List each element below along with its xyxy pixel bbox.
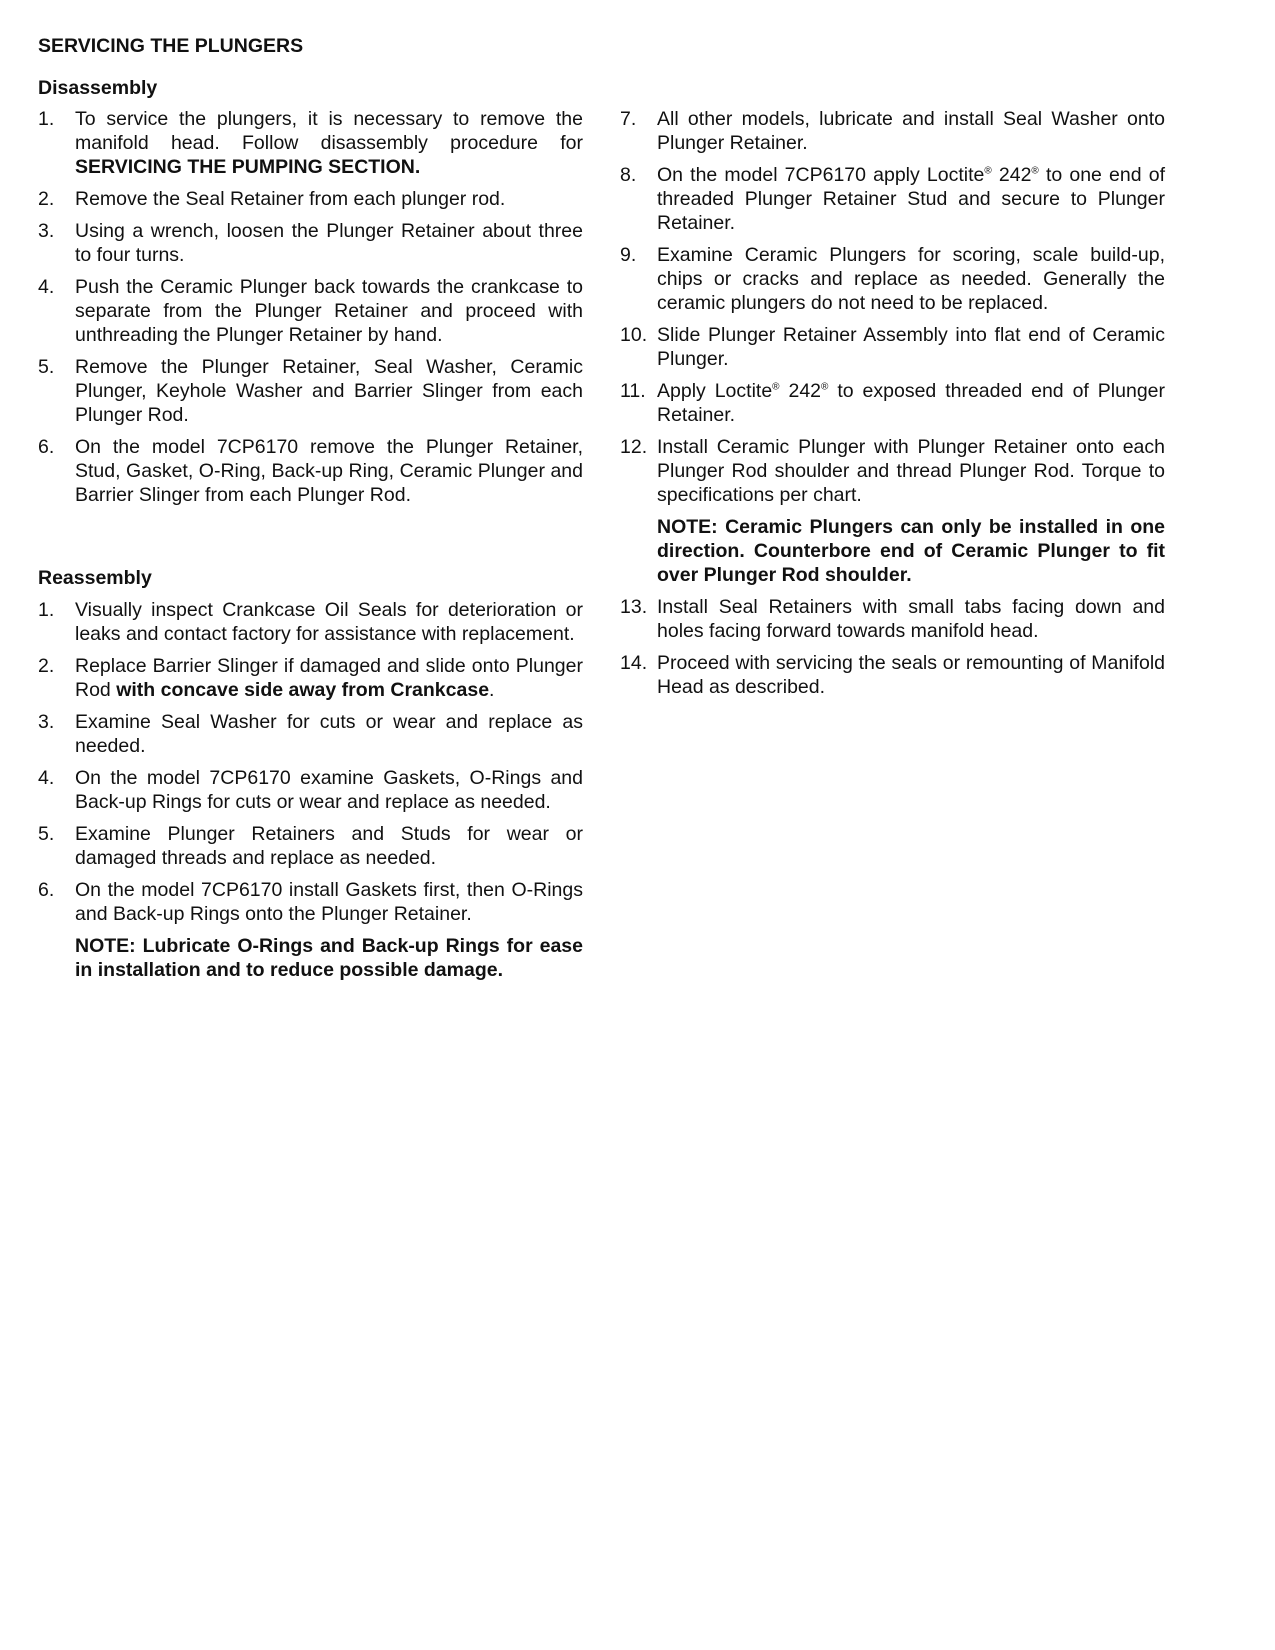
disassembly-section [38, 107, 583, 515]
reassembly-steps-final [620, 595, 1165, 699]
list-item: 6. On the model 7CP6170 install Gaskets first, then O-Rings and Back-up Rings onto the Plunger Retainer. [38, 879, 583, 925]
list-item: 2. Remove the Seal Retainer from each plunger rod. [38, 188, 506, 210]
note-direction: NOTE: Ceramic Plungers can only be installed in one direction. Counterbore end of Ceramic Plunger to fit over Plunger Rod shoulder. [657, 516, 1165, 586]
list-item: 2. Replace Barrier Slinger if damaged and slide onto Plunger Rod with concave side away from Crankcase. [38, 655, 583, 701]
list-item: 3. Using a wrench, loosen the Plunger Retainer about three to four turns. [38, 220, 583, 266]
list-item: 13. Install Seal Retainers with small tabs facing down and holes facing forward towards manifold head. [620, 596, 1165, 642]
list-item: 14. Proceed with servicing the seals or remounting of Manifold Head as described. [620, 652, 1165, 698]
list-item: 11. Apply Loctite® 242® to exposed threaded end of Plunger Retainer. [620, 380, 1165, 426]
list-item: 5. Remove the Plunger Retainer, Seal Washer, Ceramic Plunger, Keyhole Washer and Barrier Slinger from each Plunger Rod. [38, 356, 583, 426]
list-item: 3. Examine Seal Washer for cuts or wear and replace as needed. [38, 711, 583, 757]
list-item: 4. Push the Ceramic Plunger back towards the crankcase to separate from the Plunger Retainer and proceed with unthreading the Plunger Retainer by hand. [38, 276, 583, 346]
disassembly-heading: Disassembly [38, 77, 158, 99]
list-item: 4. On the model 7CP6170 examine Gaskets, O-Rings and Back-up Rings for cuts or wear and replace as needed. [38, 767, 583, 813]
list-item: 6. On the model 7CP6170 remove the Plunger Retainer, Stud, Gasket, O-Ring, Back-up Ring, Ceramic Plunger and Barrier Slinger from each Plunger Rod. [38, 436, 583, 506]
reassembly-heading: Reassembly [38, 567, 152, 589]
reassembly-steps [38, 598, 583, 926]
disassembly-steps [38, 107, 583, 507]
list-item: 1. Visually inspect Crankcase Oil Seals for deterioration or leaks and contact factory for assistance with replacement. [38, 599, 583, 645]
list-item: 12. Install Ceramic Plunger with Plunger Retainer onto each Plunger Rod shoulder and thread Plunger Rod. Torque to specifications per chart. [620, 436, 1165, 506]
page-title: SERVICING THE PLUNGERS [38, 35, 304, 57]
list-item: 9. Examine Ceramic Plungers for scoring, scale build-up, chips or cracks and replace as needed. Generally the ceramic plungers do not need to be replaced. [620, 244, 1165, 314]
reassembly-continued-section [620, 107, 1165, 707]
list-item: 7. All other models, lubricate and install Seal Washer onto Plunger Retainer. [620, 108, 1165, 154]
list-item: 1. To service the plungers, it is necessary to remove the manifold head. Follow disassembly procedure for SERVICING THE PUMPING SECTION. [38, 108, 583, 178]
reassembly-section [38, 598, 583, 990]
list-item: 5. Examine Plunger Retainers and Studs for wear or damaged threads and replace as needed. [38, 823, 583, 869]
list-item: 8. On the model 7CP6170 apply Loctite® 242® to one end of threaded Plunger Retainer Stud and secure to Plunger Retainer. [620, 164, 1165, 234]
reassembly-steps-continued [620, 107, 1165, 507]
list-item: 10. Slide Plunger Retainer Assembly into flat end of Ceramic Plunger. [620, 324, 1165, 370]
note-lubricate: NOTE: Lubricate O-Rings and Back-up Rings for ease in installation and to reduce possible damage. [75, 935, 583, 981]
